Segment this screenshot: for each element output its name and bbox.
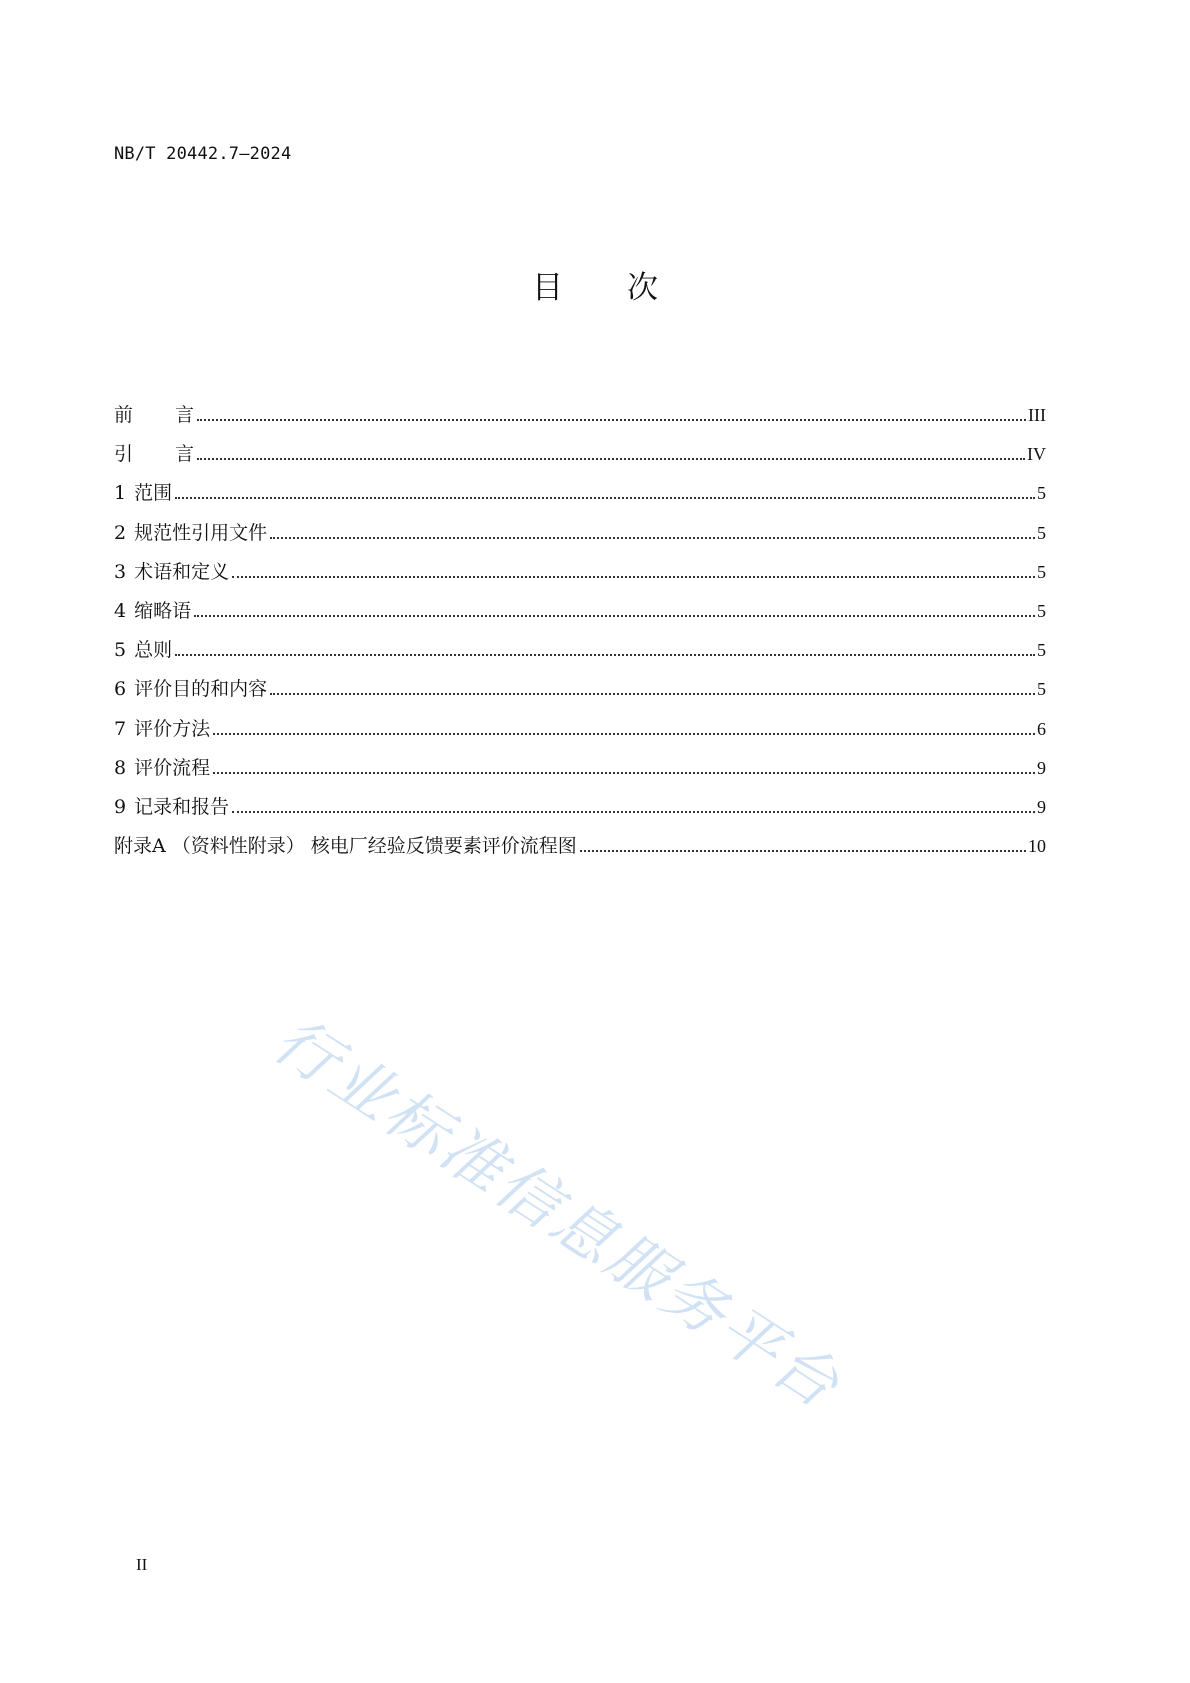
toc-entry-page: IV [1027, 444, 1046, 465]
toc-entry-label-part: 引 [114, 443, 134, 466]
toc-entry-label [114, 557, 229, 584]
toc-entry-text: 缩略语 [134, 599, 192, 622]
toc-entry-text: 范围 [134, 482, 173, 505]
toc-entry-label [114, 635, 172, 662]
toc-entry-general[interactable] [114, 635, 1046, 674]
toc-list [114, 400, 1046, 870]
watermark-text: 行业标准信息服务平台 [261, 1002, 855, 1424]
dot-leader [580, 850, 1026, 852]
toc-entry-evaluation-process[interactable] [114, 753, 1046, 792]
toc-entry-label-part: 言 [175, 443, 195, 466]
toc-entry-text: 总则 [134, 639, 173, 662]
toc-entry-label [114, 478, 172, 505]
toc-entry-evaluation-method[interactable] [114, 714, 1046, 753]
dot-leader [197, 458, 1025, 460]
toc-entry-page: 5 [1037, 600, 1046, 621]
toc-entry-abbreviations[interactable] [114, 596, 1046, 635]
toc-entry-page: 5 [1037, 561, 1046, 582]
toc-title [0, 262, 1190, 307]
toc-entry-page: 5 [1037, 640, 1046, 661]
toc-entry-page: 9 [1037, 757, 1046, 778]
toc-entry-page: 5 [1037, 522, 1046, 543]
toc-entry-normative-references[interactable] [114, 518, 1046, 557]
toc-entry-text: 规范性引用文件 [134, 521, 268, 544]
toc-entry-number: 3 [114, 560, 127, 583]
toc-entry-appendix-a[interactable] [114, 831, 1046, 870]
toc-entry-label [114, 596, 191, 623]
toc-entry-number: 2 [114, 521, 127, 544]
toc-entry-label-part: 言 [175, 404, 195, 426]
toc-entry-label [114, 753, 210, 780]
toc-entry-number: 4 [114, 599, 127, 622]
toc-title-right: 次 [627, 270, 658, 306]
toc-entry-scope[interactable] [114, 478, 1046, 517]
toc-entry-foreword[interactable] [114, 400, 1046, 439]
dot-leader [232, 576, 1035, 578]
toc-entry-text: 术语和定义 [134, 560, 230, 583]
toc-entry-page: 5 [1037, 679, 1046, 700]
toc-entry-number: 9 [114, 795, 127, 818]
standard-code: NB/T 20442.7—2024 [114, 144, 292, 164]
dot-leader [213, 733, 1035, 735]
toc-entry-text: 记录和报告 [134, 795, 230, 818]
dot-leader [194, 615, 1035, 617]
toc-entry-page: 6 [1037, 718, 1046, 739]
toc-entry-text: 评价目的和内容 [134, 678, 268, 701]
toc-entry-label [114, 439, 194, 466]
toc-entry-text: 评价方法 [134, 717, 211, 740]
toc-entry-number: 6 [114, 678, 127, 701]
toc-entry-label [114, 792, 229, 819]
toc-entry-label-part: 前 [114, 404, 134, 426]
toc-entry-number: 7 [114, 717, 127, 740]
toc-entry-terms-definitions[interactable] [114, 557, 1046, 596]
toc-entry-page: 10 [1028, 836, 1046, 857]
toc-entry-text: 评价流程 [134, 756, 211, 779]
dot-leader [213, 772, 1035, 774]
dot-leader [232, 811, 1035, 813]
toc-entry-label [114, 674, 267, 701]
toc-entry-label: 附录A （资料性附录） 核电厂经验反馈要素评价流程图 [114, 835, 577, 858]
toc-entry-label [114, 714, 210, 741]
toc-entry-label [114, 400, 194, 427]
dot-leader [270, 537, 1035, 539]
dot-leader [197, 419, 1026, 421]
page-number: II [136, 1555, 148, 1574]
toc-entry-number: 1 [114, 482, 127, 505]
toc-entry-introduction[interactable] [114, 439, 1046, 478]
toc-entry-label [114, 518, 267, 545]
dot-leader [175, 654, 1035, 656]
toc-entry-page: 9 [1037, 796, 1046, 817]
dot-leader [175, 497, 1035, 499]
toc-entry-number: 5 [114, 639, 127, 662]
toc-entry-number: 8 [114, 756, 127, 779]
toc-entry-evaluation-purpose[interactable] [114, 674, 1046, 713]
toc-entry-page: III [1028, 405, 1046, 425]
toc-title-left: 目 [532, 270, 563, 306]
toc-entry-page: 5 [1037, 483, 1046, 504]
dot-leader [270, 693, 1035, 695]
toc-entry-records-reports[interactable] [114, 792, 1046, 831]
